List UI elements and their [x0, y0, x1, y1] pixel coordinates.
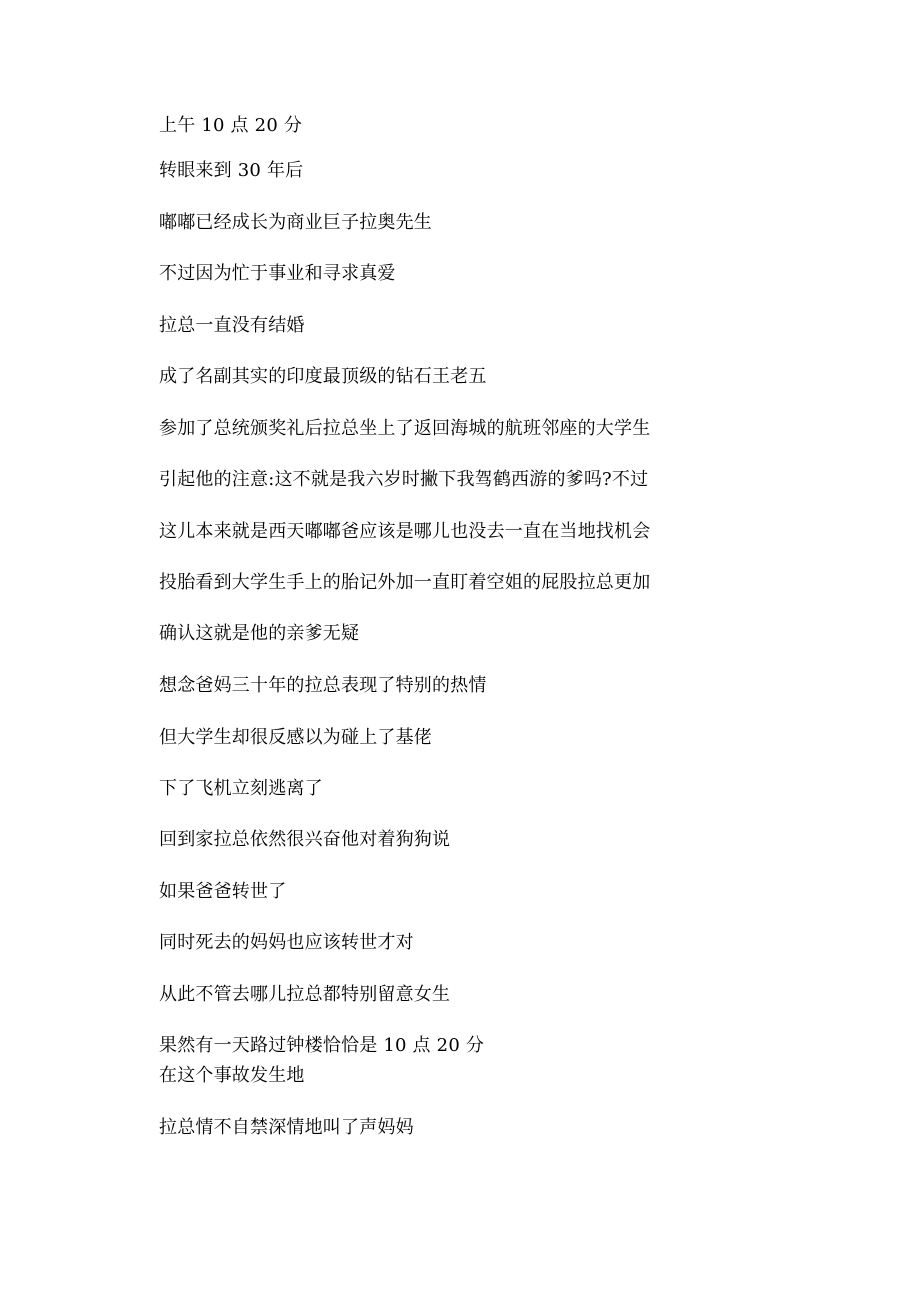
text-line: 这儿本来就是西天嘟嘟爸应该是哪儿也没去一直在当地找机会 [159, 521, 651, 542]
text-line: 参加了总统颁奖礼后拉总坐上了返回海城的航班邻座的大学生 [159, 418, 651, 439]
text-line: 同时死去的妈妈也应该转世才对 [159, 932, 414, 953]
text-line: 引起他的注意:这不就是我六岁时撇下我驾鹤西游的爹吗?不过 [159, 469, 649, 490]
text-line: 在这个事故发生地 [159, 1065, 305, 1086]
text-line: 下了飞机立刻逃离了 [159, 778, 323, 799]
text-line: 转眼来到 30 年后 [159, 160, 304, 181]
text-line: 确认这就是他的亲爹无疑 [159, 623, 360, 644]
text-line: 成了名副其实的印度最顶级的钻石王老五 [159, 366, 487, 387]
text-line: 从此不管去哪儿拉总都特别留意女生 [159, 984, 451, 1005]
text-line: 回到家拉总依然很兴奋他对着狗狗说 [159, 829, 451, 850]
text-line: 拉总情不自禁深情地叫了声妈妈 [159, 1117, 414, 1138]
text-line: 果然有一天路过钟楼恰恰是 10 点 20 分 [159, 1035, 485, 1056]
text-line: 想念爸妈三十年的拉总表现了特别的热情 [159, 675, 487, 696]
text-line: 投胎看到大学生手上的胎记外加一直盯着空姐的屁股拉总更加 [159, 572, 651, 593]
text-line: 嘟嘟已经成长为商业巨子拉奥先生 [159, 212, 432, 233]
text-line: 上午 10 点 20 分 [159, 115, 303, 136]
text-line: 如果爸爸转世了 [159, 881, 287, 902]
text-line: 但大学生却很反感以为碰上了基佬 [159, 727, 432, 748]
text-line: 不过因为忙于事业和寻求真爱 [159, 263, 396, 284]
text-line: 拉总一直没有结婚 [159, 315, 305, 336]
